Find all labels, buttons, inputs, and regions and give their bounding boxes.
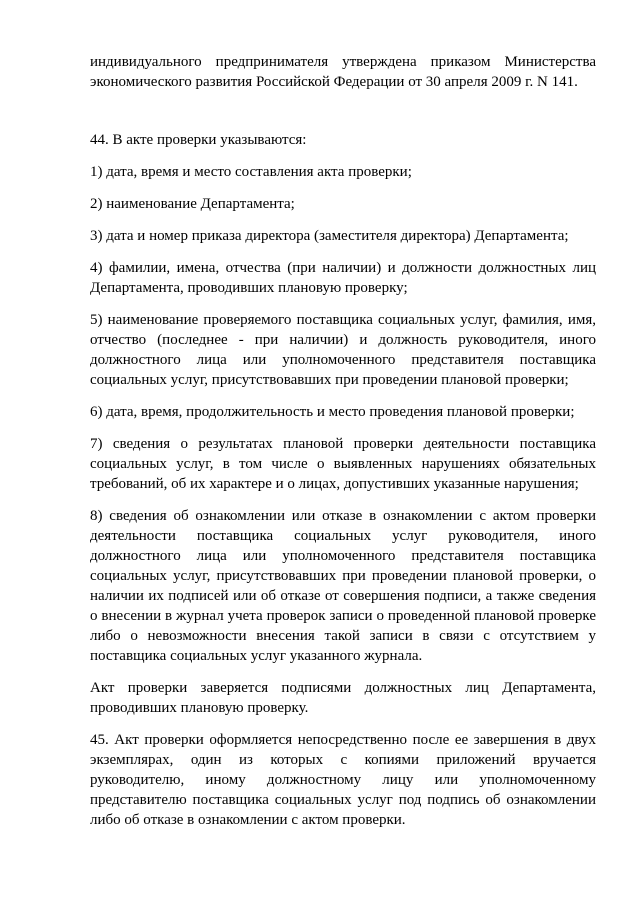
list-item-3: 3) дата и номер приказа директора (заместителя директора) Департамента; xyxy=(90,228,569,244)
list-item-5: 5) наименование проверяемого поставщика социальных услуг, фамилия, имя, отчество (последнее - при наличии) и должность руководителя, иного должностного лица или уполномоченного представителя поставщика социальных услуг, присутствовавших при проведении плановой проверки; xyxy=(90,312,596,388)
list-item-1: 1) дата, время и место составления акта проверки; xyxy=(90,164,412,180)
list-item-2: 2) наименование Департамента; xyxy=(90,196,295,212)
document-page xyxy=(90,52,596,842)
paragraph-44-heading: 44. В акте проверки указываются: xyxy=(90,132,307,148)
paragraph-intro: индивидуального предпринимателя утверждена приказом Министерства экономического развития Российской Федерации от 30 апреля 2009 г. N 141. xyxy=(90,54,596,90)
paragraph-45: 45. Акт проверки оформляется непосредственно после ее завершения в двух экземплярах, один из которых с копиями приложений вручается руководителю, иному должностному лицу или уполномоченному представителю поставщика социальных услуг под подпись об ознакомлении либо об отказе в ознакомлении с актом проверки. xyxy=(90,732,596,828)
list-item-8: 8) сведения об ознакомлении или отказе в ознакомлении с актом проверки деятельности поставщика социальных услуг руководителя, иного должностного лица или уполномоченного представителя поставщика социальных услуг, присутствовавших при проведении плановой проверки, о наличии их подписей или об отказе от совершения подписи, а также сведения о внесении в журнал учета проверок записи о проведенной плановой проверке либо о невозможности внесения такой записи в связи с отсутствием у поставщика социальных услуг указанного журнала. xyxy=(90,508,596,664)
list-item-4: 4) фамилии, имена, отчества (при наличии) и должности должностных лиц Департамента, проводивших плановую проверку; xyxy=(90,260,596,296)
list-item-7: 7) сведения о результатах плановой проверки деятельности поставщика социальных услуг, в том числе о выявленных нарушениях обязательных требований, об их характере и о лицах, допустивших указанные нарушения; xyxy=(90,436,596,492)
list-item-6: 6) дата, время, продолжительность и место проведения плановой проверки; xyxy=(90,404,575,420)
paragraph-act-signature: Акт проверки заверяется подписями должностных лиц Департамента, проводивших плановую проверку. xyxy=(90,680,596,716)
